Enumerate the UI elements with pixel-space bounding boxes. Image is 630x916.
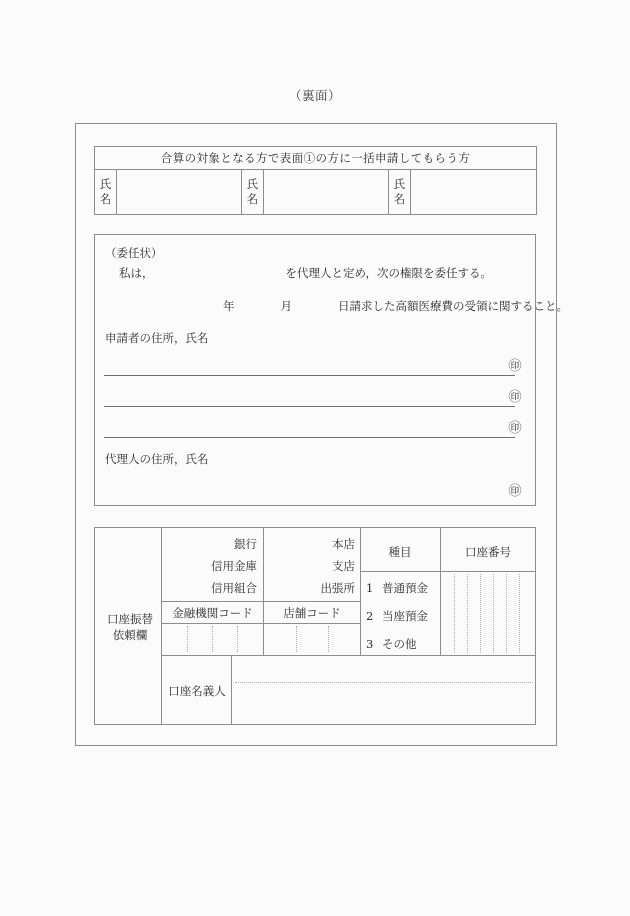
institution-type-credit-union: 信用組合 [211, 581, 257, 595]
institution-code-label: 金融機関コード [172, 606, 253, 620]
applicant-address-name-label: 申請者の住所，氏名 [105, 331, 209, 345]
power-of-attorney-date-line [105, 298, 568, 314]
name-label-char-2: 名 [99, 192, 112, 206]
account-holder-input[interactable] [235, 688, 533, 722]
seal-icon: ㊞ [508, 484, 522, 499]
account-number-divider [454, 574, 455, 653]
table-row-names [95, 170, 537, 215]
month-label: 月 [280, 299, 292, 313]
account-kind-number: 1 [366, 581, 374, 595]
institution-code-divider [187, 626, 188, 652]
account-number-divider [519, 574, 520, 653]
year-label: 年 [223, 299, 235, 313]
table-row-title [95, 147, 537, 170]
statement-lead: 私は， [119, 266, 154, 280]
account-number-divider [506, 574, 507, 653]
bank-divider-label-col [161, 528, 162, 724]
branch-code-divider [296, 626, 297, 652]
name-label-1 [95, 170, 117, 215]
seal-icon: ㊞ [508, 359, 522, 374]
page-heading: （裏面） [288, 88, 341, 103]
branch-code-divider [328, 626, 329, 652]
name-label-char-1: 氏 [99, 177, 112, 191]
account-kind-number: 2 [366, 609, 374, 623]
branch-type-branch: 支店 [332, 559, 355, 573]
combined-applicants-title: 合算の対象となる方で表面①の方に一括申請してもらう方 [95, 147, 537, 170]
applicant-signature-line-2[interactable] [104, 406, 515, 407]
account-holder-furigana-line [235, 682, 533, 683]
bank-rule-above-holder [161, 655, 536, 656]
branch-type-head-office: 本店 [332, 537, 355, 551]
bank-transfer-section-label-line1: 口座振替 [107, 612, 153, 626]
account-kind-label: その他 [382, 637, 417, 651]
bank-rule-below-number-header [440, 571, 536, 572]
bank-transfer-section-label-line2: 依頼欄 [112, 628, 148, 642]
power-of-attorney-title: （委任状） [105, 246, 163, 260]
bank-transfer-table [94, 527, 536, 725]
power-of-attorney-box [94, 234, 568, 506]
name-label-3 [389, 170, 411, 215]
account-kind-option-1[interactable] [366, 580, 428, 596]
agent-address-name-label: 代理人の住所，氏名 [105, 452, 209, 466]
bank-divider-holder-label [231, 655, 232, 724]
bank-rule-below-kind-header [360, 571, 440, 572]
seal-icon: ㊞ [508, 421, 522, 436]
name-label-2 [242, 170, 264, 215]
institution-code-divider [237, 626, 238, 652]
account-kind-header: 種目 [388, 545, 412, 559]
name-label-char-1: 氏 [246, 177, 259, 191]
account-kind-label: 普通預金 [382, 581, 428, 595]
account-kind-label: 当座預金 [382, 609, 428, 623]
institution-code-divider [212, 626, 213, 652]
combined-applicants-table [94, 146, 537, 215]
branch-code-label: 店舗コード [283, 606, 341, 620]
account-number-divider [493, 574, 494, 653]
account-number-divider [480, 574, 481, 653]
date-tail: 日請求した高額医療費の受領に関すること。 [338, 299, 568, 313]
name-input-3[interactable] [411, 170, 537, 215]
bank-rule-below-inst-code [161, 623, 360, 624]
bank-divider-institution-branch [263, 528, 264, 655]
name-label-char-2: 名 [393, 192, 406, 206]
applicant-signature-line-1[interactable] [104, 375, 515, 376]
institution-type-bank: 銀行 [234, 537, 257, 551]
name-input-1[interactable] [117, 170, 242, 215]
power-of-attorney-statement [105, 265, 525, 281]
name-label-char-2: 名 [246, 192, 259, 206]
account-number-label: 口座番号 [465, 545, 511, 559]
account-kind-number: 3 [366, 637, 374, 651]
institution-type-shinkin: 信用金庫 [211, 559, 257, 573]
branch-type-sub-branch: 出張所 [320, 581, 355, 595]
seal-icon: ㊞ [508, 390, 522, 405]
account-kind-option-2[interactable] [366, 608, 428, 624]
account-holder-label: 口座名義人 [168, 684, 226, 698]
applicant-signature-line-3[interactable] [104, 437, 515, 438]
name-input-2[interactable] [264, 170, 389, 215]
statement-tail: を代理人と定め，次の権限を委任する。 [285, 266, 493, 280]
bank-rule-above-inst-code [161, 601, 360, 602]
account-number-divider [467, 574, 468, 653]
account-kind-option-3[interactable] [366, 636, 417, 652]
name-label-char-1: 氏 [393, 177, 406, 191]
